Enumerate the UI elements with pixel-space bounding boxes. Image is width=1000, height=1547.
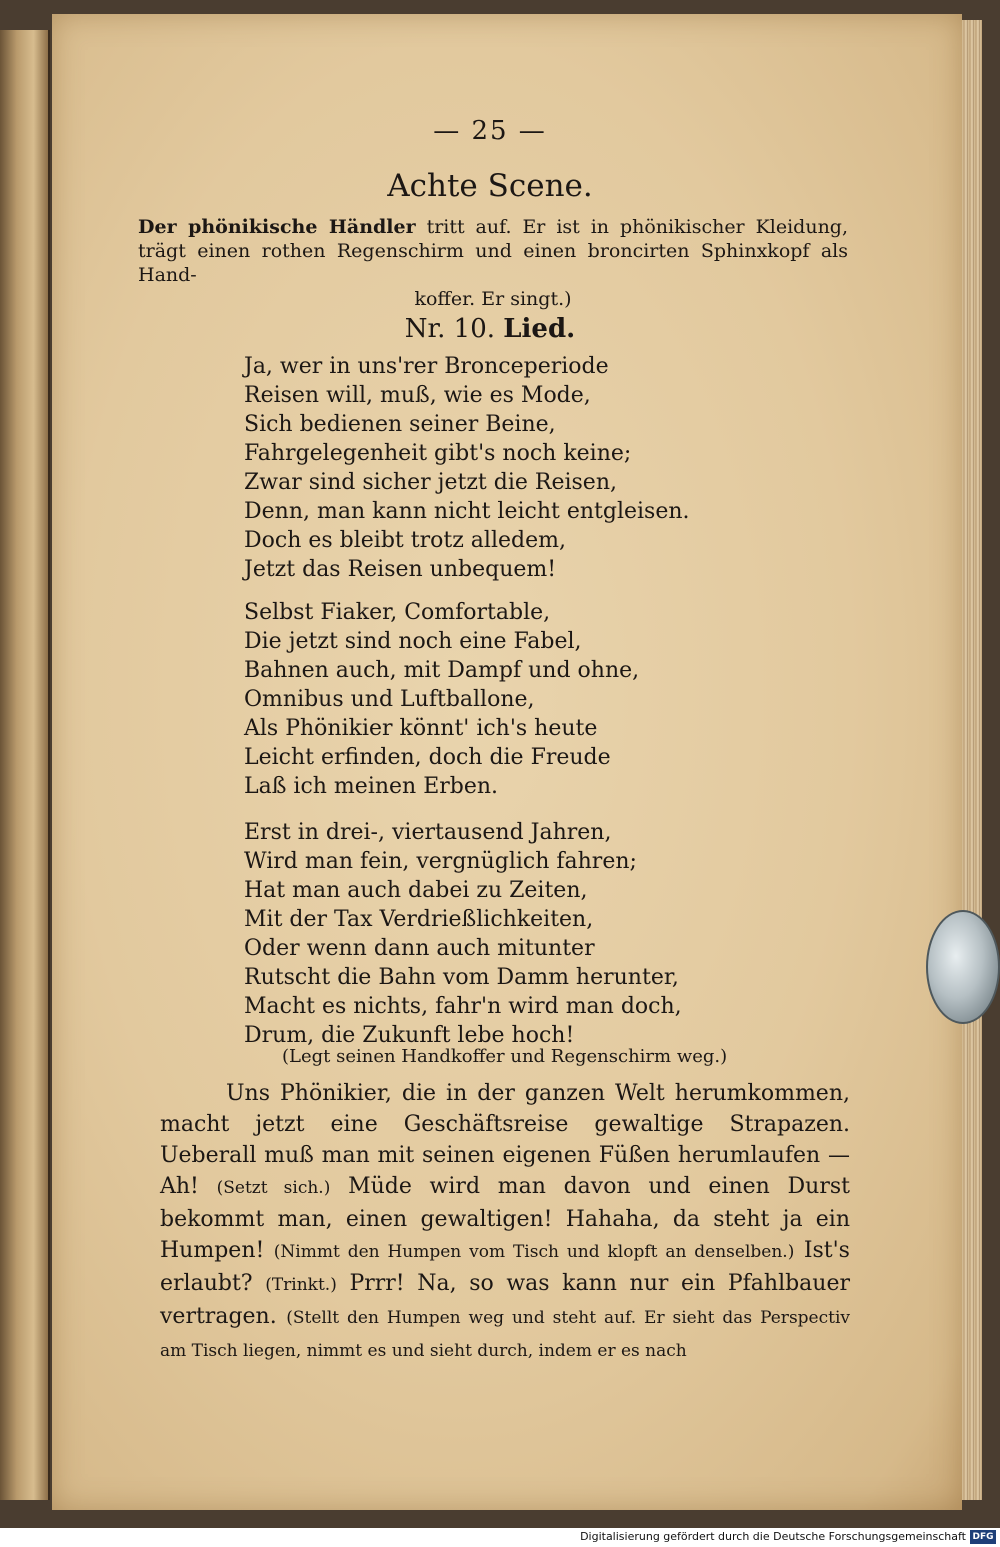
verse-line: Doch es bleibt trotz alledem, [244, 528, 566, 553]
character-name: Der phönikische Händler [138, 216, 416, 238]
left-page-edge [0, 30, 50, 1500]
verse-line: Denn, man kann nicht leicht entgleisen. [244, 499, 690, 524]
inline-direction: (Trinkt.) [265, 1275, 337, 1295]
verse-line: Bahnen auch, mit Dampf und ohne, [244, 658, 640, 683]
verse-line: Macht es nichts, fahr'n wird man doch, [244, 994, 682, 1019]
verse-line: Sich bedienen seiner Beine, [244, 412, 556, 437]
prose-text: Uns Phönikier, die in der ganzen Welt herumkommen, macht jetzt eine Geschäftsreise gewaltige Strapazen. Ueberall muß man mit seinen eigenen Füßen herumlaufen — Ah! [160, 1081, 850, 1199]
page-stack-edges [962, 20, 982, 1500]
inline-direction: (Setzt sich.) [216, 1178, 331, 1198]
verse-line: Reisen will, muß, wie es Mode, [244, 383, 591, 408]
verse-line: Die jetzt sind noch eine Fabel, [244, 629, 582, 654]
prose-text: Müde wird man davon und einen Durst bekommt man, einen gewaltigen! Hahaha, da steht ja ein Humpen! [160, 1174, 851, 1263]
prose-paragraph [160, 1078, 850, 1367]
verse-line: Rutscht die Bahn vom Damm herunter, [244, 965, 679, 990]
dfg-logo: DFG [970, 1530, 996, 1544]
verse-line: Oder wenn dann auch mitunter [244, 936, 595, 961]
verse-line: Wird man fein, vergnüglich fahren; [244, 849, 637, 874]
verse-line: Erst in drei-, viertausend Jahren, [244, 820, 612, 845]
song-title [300, 314, 680, 344]
verse-line: Mit der Tax Verdrießlichkeiten, [244, 907, 594, 932]
inline-direction: (Nimmt den Humpen vom Tisch und klopft an denselben.) [273, 1242, 795, 1262]
page-number: — 25 — [433, 116, 547, 146]
verse-line: Hat man auch dabei zu Zeiten, [244, 878, 588, 903]
stage-direction-last-line: koffer. Er singt.) [414, 288, 572, 310]
footer-bar [0, 1528, 1000, 1547]
song-number: Nr. 10. [404, 314, 495, 344]
verse-line: Laß ich meinen Erben. [244, 774, 499, 799]
stage-direction-after-song: (Legt seinen Handkoffer und Regenschirm weg.) [282, 1046, 728, 1067]
verse-3 [244, 818, 804, 1050]
verse-line: Fahrgelegenheit gibt's noch keine; [244, 441, 632, 466]
verse-line: Leicht erfinden, doch die Freude [244, 745, 611, 770]
stage-direction [138, 215, 848, 311]
verse-line: Omnibus und Luftballone, [244, 687, 535, 712]
verse-line: Als Phönikier könnt' ich's heute [244, 716, 598, 741]
verse-2 [244, 598, 804, 801]
verse-line: Drum, die Zukunft lebe hoch! [244, 1023, 575, 1048]
verse-line: Jetzt das Reisen unbequem! [244, 557, 557, 582]
inline-direction: (Stellt den Humpen weg und steht auf. Er sieht das Perspectiv am Tisch liegen, nimmt es und sieht durch, indem er es nach [160, 1308, 850, 1361]
book-clip [926, 910, 1000, 1024]
verse-line: Zwar sind sicher jetzt die Reisen, [244, 470, 617, 495]
prose-text: Prrr! Na, so was kann nur ein Pfahlbauer vertragen. [160, 1271, 851, 1329]
verse-line: Selbst Fiaker, Comfortable, [244, 600, 551, 625]
verse-line: Ja, wer in uns'rer Bronceperiode [244, 354, 609, 379]
scene-heading: Achte Scene. [387, 168, 593, 204]
song-name: Lied. [503, 314, 576, 344]
funding-credit: Digitalisierung gefördert durch die Deutsche Forschungsgemeinschaft [580, 1530, 966, 1543]
prose-text: Ist's erlaubt? [160, 1238, 850, 1296]
stage-direction-text: tritt auf. Er ist in phönikischer Kleidung, trägt einen rothen Regenschirm und einen broncirten Sphinxkopf als Hand- [138, 216, 849, 286]
verse-1 [244, 352, 804, 584]
